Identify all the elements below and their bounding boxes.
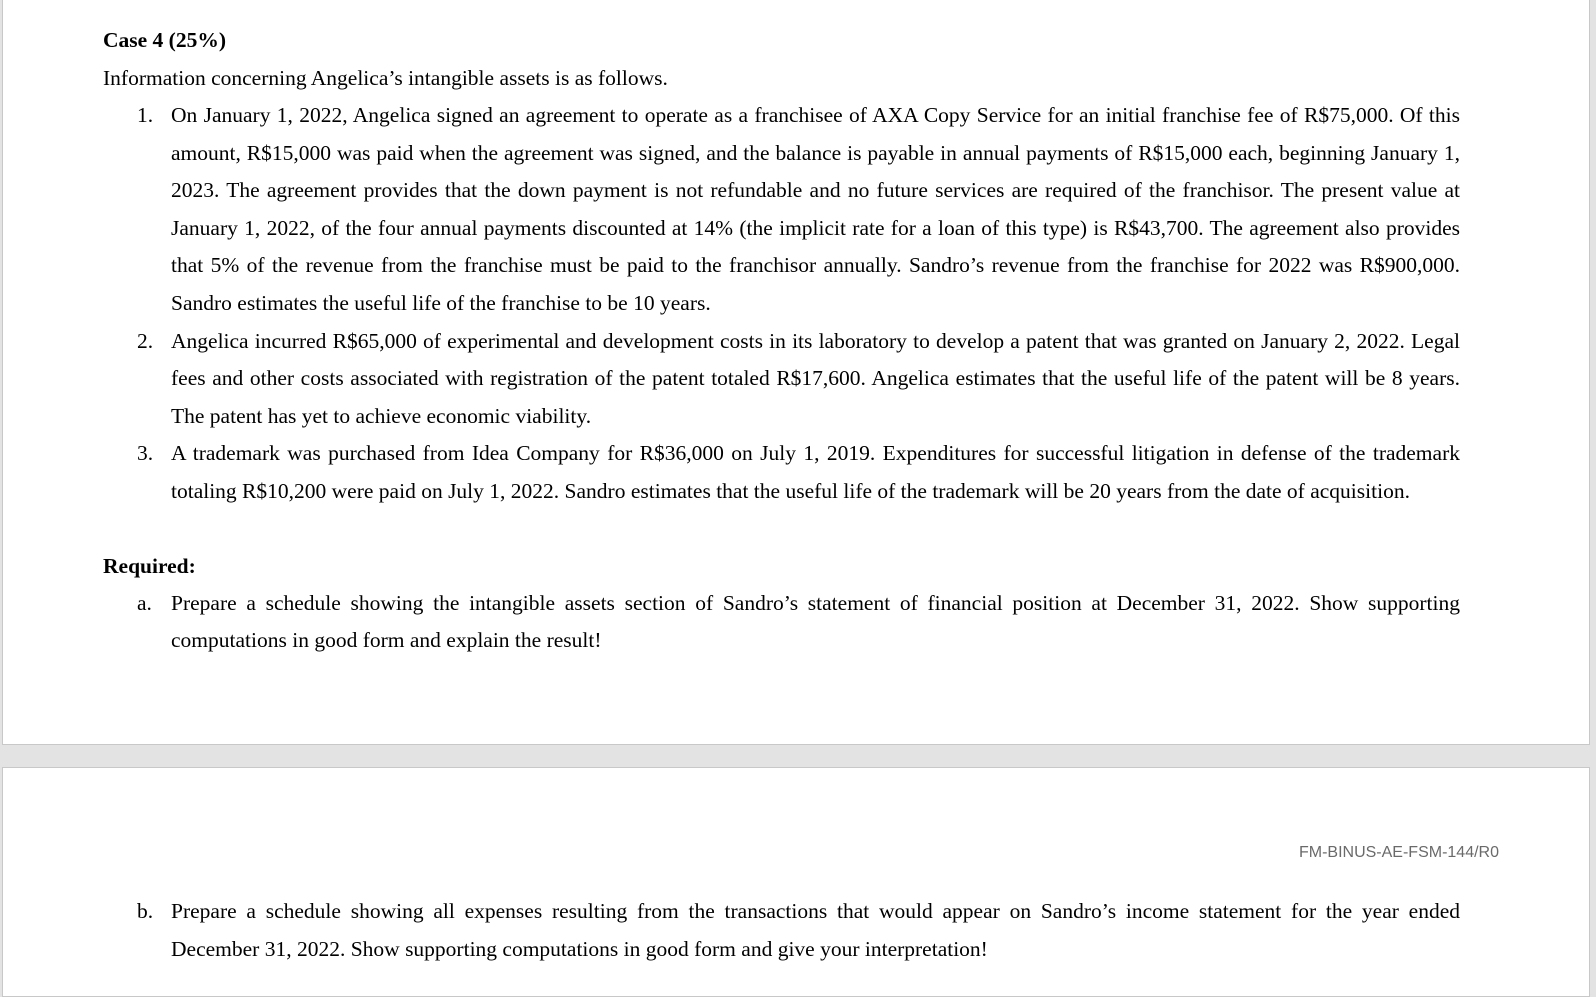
required-heading: Required: (103, 553, 196, 578)
page-1-content (103, 21, 1460, 660)
page-2-content (103, 893, 1460, 968)
list-item (103, 97, 1460, 323)
requirement-item (103, 893, 1460, 968)
requirements-list (103, 585, 1460, 660)
item-text: On January 1, 2022, Angelica signed an agreement to operate as a franchisee of AXA Copy Service for an initial franchise fee of R$75,000. Of this amount, R$15,000 was paid when the agreement was signed, and the balance is payable in annual payments of R$15,000 each, beginning January 1, 2023. The agreement provides that the down payment is not refundable and no future services are required of the franchisor. The present value at January 1, 2022, of the four annual payments discounted at 14% (the implicit rate for a loan of this type) is R$43,700. The agreement also provides that 5% of the revenue from the franchise must be paid to the franchisor annually. Sandro’s revenue from the franchise for 2022 was R$900,000. Sandro estimates the useful life of the franchise to be 10 years. (171, 103, 1460, 315)
item-number: 1. (137, 103, 154, 127)
item-text: Angelica incurred R$65,000 of experimental and development costs in its laboratory to develop a patent that was granted on January 2, 2022. Legal fees and other costs associated with registration of the patent totaled R$17,600. Angelica estimates that the useful life of the patent will be 8 years. The patent has yet to achieve economic viability. (171, 328, 1460, 428)
information-list (103, 97, 1460, 511)
case-title: Case 4 (25%) (103, 28, 227, 52)
form-code: FM-BINUS-AE-FSM-144/R0 (1298, 844, 1499, 861)
requirement-letter: a. (137, 590, 152, 615)
document-page-2 (2, 767, 1590, 997)
requirement-letter: b. (137, 899, 154, 923)
requirements-list-continued (103, 893, 1460, 968)
document-page-1 (2, 0, 1590, 745)
item-number: 2. (137, 328, 154, 353)
item-number: 3. (137, 441, 154, 466)
list-item (103, 323, 1460, 436)
item-text: A trademark was purchased from Idea Company for R$36,000 on July 1, 2019. Expenditures for successful litigation in defense of the trademark totaling R$10,200 were paid on July 1, 2022. Sandro estimates that the useful life of the trademark will be 20 years from the date of acquisition. (171, 441, 1460, 503)
requirement-text: Prepare a schedule showing the intangible assets section of Sandro’s statement of financial position at December 31, 2022. Show supporting computations in good form and explain the result! (171, 590, 1460, 653)
list-item (103, 435, 1460, 510)
requirement-text: Prepare a schedule showing all expenses resulting from the transactions that would appear on Sandro’s income statement for the year ended December 31, 2022. Show supporting computations in good form and give your interpretation! (171, 899, 1460, 961)
requirement-item (103, 585, 1460, 660)
intro-paragraph: Information concerning Angelica’s intangible assets is as follows. (103, 66, 668, 90)
